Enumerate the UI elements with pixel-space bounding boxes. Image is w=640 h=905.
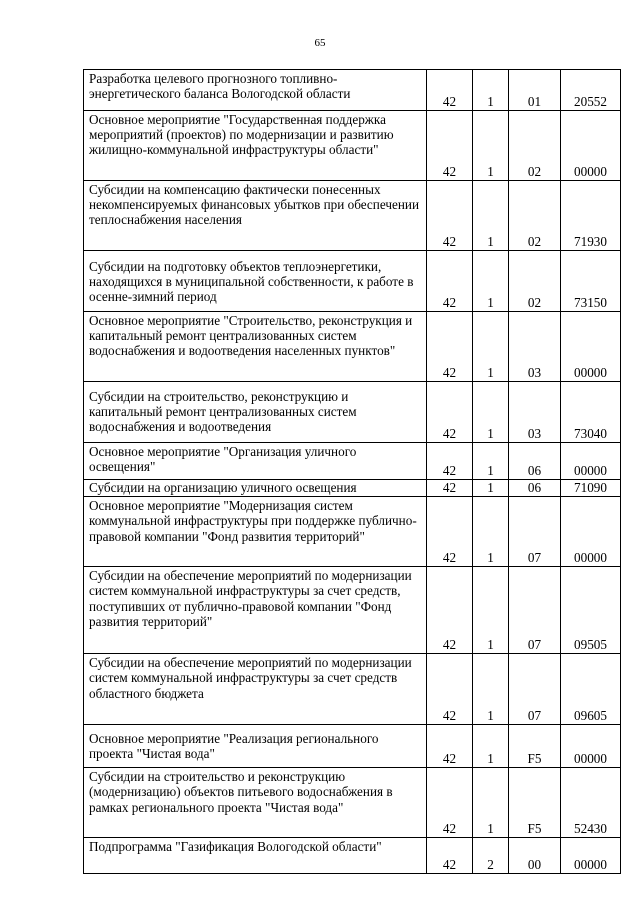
main-event-cell: 07 [509,654,561,725]
subprogram-cell: 1 [473,251,509,312]
row-name-cell: Подпрограмма "Газификация Вологодской области" [84,838,427,874]
budget-table [83,69,621,874]
table-row [84,443,621,480]
direction-code-cell: 00000 [561,497,621,567]
direction-code-cell: 20552 [561,70,621,111]
row-name-cell: Субсидии на компенсацию фактически понесенных некомпенсируемых финансовых убытков при обеспечении теплоснабжения населения [84,181,427,251]
row-name-cell: Основное мероприятие "Организация уличного освещения" [84,443,427,480]
subprogram-cell: 1 [473,480,509,497]
main-event-cell: 06 [509,443,561,480]
main-event-cell: 07 [509,497,561,567]
grbs-cell: 42 [427,443,473,480]
direction-code-cell: 71930 [561,181,621,251]
grbs-cell: 42 [427,497,473,567]
direction-code-cell: 00000 [561,312,621,382]
main-event-cell: F5 [509,725,561,768]
table-row [84,251,621,312]
table-row [84,480,621,497]
row-name-cell: Субсидии на организацию уличного освещения [84,480,427,497]
main-event-cell: 03 [509,312,561,382]
table-row [84,838,621,874]
direction-code-cell: 73040 [561,382,621,443]
grbs-cell: 42 [427,111,473,181]
direction-code-cell: 00000 [561,111,621,181]
direction-code-cell: 00000 [561,838,621,874]
row-name-cell: Субсидии на строительство и реконструкцию (модернизацию) объектов питьевого водоснабжения в рамках регионального проекта "Чистая вода" [84,768,427,838]
main-event-cell: 00 [509,838,561,874]
main-event-cell: 02 [509,181,561,251]
grbs-cell: 42 [427,838,473,874]
direction-code-cell: 09505 [561,567,621,654]
row-name-cell: Основное мероприятие "Модернизация систем коммунальной инфраструктуры при поддержке публично-правовой компании "Фонд развития территорий" [84,497,427,567]
grbs-cell: 42 [427,768,473,838]
grbs-cell: 42 [427,725,473,768]
grbs-cell: 42 [427,382,473,443]
main-event-cell: 06 [509,480,561,497]
subprogram-cell: 1 [473,567,509,654]
main-event-cell: F5 [509,768,561,838]
table-row [84,382,621,443]
direction-code-cell: 52430 [561,768,621,838]
subprogram-cell: 1 [473,725,509,768]
direction-code-cell: 00000 [561,443,621,480]
grbs-cell: 42 [427,567,473,654]
row-name-cell: Основное мероприятие "Реализация регионального проекта "Чистая вода" [84,725,427,768]
subprogram-cell: 1 [473,768,509,838]
subprogram-cell: 1 [473,70,509,111]
row-name-cell: Разработка целевого прогнозного топливно-энергетического баланса Вологодской области [84,70,427,111]
table-row [84,497,621,567]
table-row [84,567,621,654]
subprogram-cell: 1 [473,382,509,443]
row-name-cell: Субсидии на обеспечение мероприятий по модернизации систем коммунальной инфраструктуры за счет средств, поступивших от публично-правовой компании "Фонд развития территорий" [84,567,427,654]
row-name-cell: Основное мероприятие "Строительство, реконструкция и капитальный ремонт централизованных систем водоснабжения и водоотведения населенных пунктов" [84,312,427,382]
subprogram-cell: 1 [473,312,509,382]
table-row [84,181,621,251]
table-row [84,654,621,725]
table-row [84,111,621,181]
row-name-cell: Субсидии на обеспечение мероприятий по модернизации систем коммунальной инфраструктуры за счет средств областного бюджета [84,654,427,725]
direction-code-cell: 09605 [561,654,621,725]
subprogram-cell: 1 [473,654,509,725]
row-name-cell: Субсидии на строительство, реконструкцию и капитальный ремонт централизованных систем водоснабжения и водоотведения [84,382,427,443]
row-name-cell: Субсидии на подготовку объектов теплоэнергетики, находящихся в муниципальной собственности, к работе в осенне-зимний период [84,251,427,312]
table-row [84,312,621,382]
grbs-cell: 42 [427,480,473,497]
table-row [84,725,621,768]
direction-code-cell: 71090 [561,480,621,497]
subprogram-cell: 1 [473,181,509,251]
grbs-cell: 42 [427,654,473,725]
main-event-cell: 02 [509,111,561,181]
main-event-cell: 03 [509,382,561,443]
subprogram-cell: 1 [473,111,509,181]
subprogram-cell: 1 [473,497,509,567]
table-row [84,70,621,111]
grbs-cell: 42 [427,312,473,382]
main-event-cell: 01 [509,70,561,111]
grbs-cell: 42 [427,251,473,312]
direction-code-cell: 73150 [561,251,621,312]
grbs-cell: 42 [427,70,473,111]
direction-code-cell: 00000 [561,725,621,768]
subprogram-cell: 2 [473,838,509,874]
main-event-cell: 07 [509,567,561,654]
row-name-cell: Основное мероприятие "Государственная поддержка мероприятий (проектов) по модернизации и развитию жилищно-коммунальной инфраструктуры области" [84,111,427,181]
subprogram-cell: 1 [473,443,509,480]
main-event-cell: 02 [509,251,561,312]
grbs-cell: 42 [427,181,473,251]
table-row [84,768,621,838]
page-number: 65 [314,37,326,49]
